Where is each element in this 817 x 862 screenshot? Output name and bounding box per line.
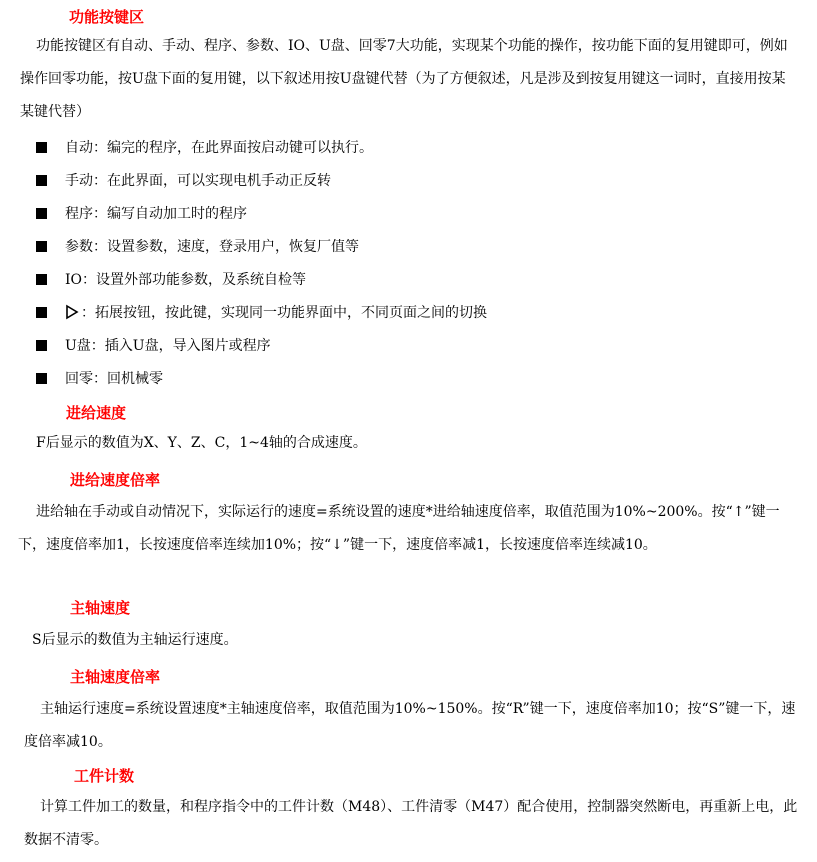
play-triangle-outline-icon [65,304,79,320]
bullet-text: 程序：编写自动加工时的程序 [65,206,247,222]
bullet-item-manual [36,171,331,191]
bullet-text: 参数：设置参数，速度，登录用户，恢复厂值等 [65,239,359,255]
bullet-text: IO：设置外部功能参数，及系统自检等 [65,272,307,288]
spindle-rate-heading: 主轴速度倍率 [70,668,161,686]
bullet-item-home [36,369,163,389]
square-bullet-icon [36,307,47,318]
bullet-item-program [36,204,247,224]
feed-speed-heading: 进给速度 [66,404,127,422]
spindle-speed-heading: 主轴速度 [70,599,131,617]
bullet-text: U盘：插入U盘，导入图片或程序 [65,338,271,354]
bullet-item-auto [36,138,373,158]
feed-rate-body: 进给轴在手动或自动情况下，实际运行的速度=系统设置的速度*进给轴速度倍率，取值范围为10%~200%。按“↑”键一下，速度倍率加1，长按速度倍率连续加10%；按“↓”键一下，速度倍率减1，长按速度倍率连续减10。 [18,504,780,553]
feed-rate-heading: 进给速度倍率 [70,471,161,489]
square-bullet-icon [36,274,47,285]
square-bullet-icon [36,208,47,219]
bullet-item-parameters [36,237,359,257]
bullet-item-io [36,270,306,290]
bullet-text: 自动：编完的程序，在此界面按启动键可以执行。 [65,140,373,156]
square-bullet-icon [36,175,47,186]
square-bullet-icon [36,373,47,384]
bullet-text: 手动：在此界面，可以实现电机手动正反转 [65,173,331,189]
workpiece-count-body: 计算工件加工的数量，和程序指令中的工件计数（M48）、工件清零（M47）配合使用，控制器突然断电，再重新上电，此数据不清零。 [24,799,798,848]
bullet-text: 回零：回机械零 [65,371,163,387]
spindle-rate-body: 主轴运行速度=系统设置速度*主轴速度倍率，取值范围为10%~150%。按“R”键一下，速度倍率加10；按“S”键一下，速度倍率减10。 [24,701,796,750]
bullet-item-expand [36,303,487,323]
feed-speed-body: F后显示的数值为X、Y、Z、C，1~4轴的合成速度。 [36,435,367,451]
square-bullet-icon [36,340,47,351]
function-keys-intro: 功能按键区有自动、手动、程序、参数、IO、U盘、回零7大功能，实现某个功能的操作，按功能下面的复用键即可，例如操作回零功能，按U盘下面的复用键，以下叙述用按U盘键代替（为了方便叙述，凡是涉及到按复用键这一词时，直接用按某某键代替） [20,38,788,120]
square-bullet-icon [36,142,47,153]
function-keys-heading: 功能按键区 [69,8,145,26]
square-bullet-icon [36,241,47,252]
spindle-speed-body: S后显示的数值为主轴运行速度。 [32,632,238,648]
bullet-text: ：拓展按钮，按此键，实现同一功能界面中，不同页面之间的切换 [81,305,487,321]
bullet-item-usb [36,336,271,356]
workpiece-count-heading: 工件计数 [74,767,135,785]
